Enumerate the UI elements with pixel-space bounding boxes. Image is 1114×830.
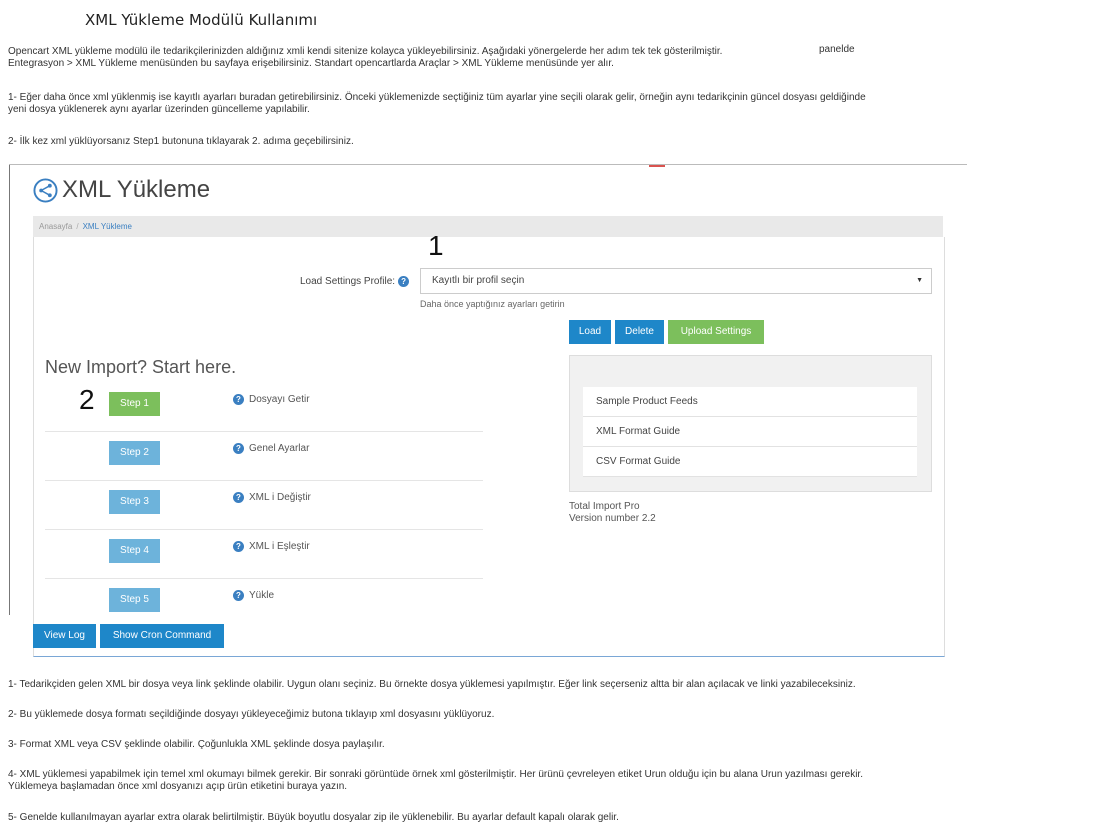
link-csv-format-guide[interactable]: CSV Format Guide xyxy=(583,447,917,477)
help-icon[interactable]: ? xyxy=(398,276,409,287)
delete-button[interactable]: Delete xyxy=(615,320,664,344)
intro-panelde: panelde xyxy=(819,44,855,55)
step-5-label-text: Yükle xyxy=(249,590,275,601)
version-number: Version number 2.2 xyxy=(569,513,656,524)
marker-1: 1 xyxy=(428,230,444,261)
step-5-label xyxy=(233,590,274,601)
red-marker xyxy=(649,165,665,167)
step-1-label-text: Dosyayı Getir xyxy=(249,394,310,405)
load-button[interactable]: Load xyxy=(569,320,611,344)
intro-line-2: Entegrasyon > XML Yükleme menüsünden bu sayfaya erişebilirsiniz. Standart opencartlarda Araçlar > XML Yükleme menüsünde yer alır. xyxy=(8,58,614,69)
link-xml-format-guide[interactable]: XML Format Guide xyxy=(583,417,917,447)
step-2-button[interactable]: Step 2 xyxy=(109,441,160,465)
paragraph-1-line-2: yeni dosya yüklenerek aynı ayarlar üzerinden güncelleme yapılabilir. xyxy=(8,104,310,115)
paragraph-2: 2- İlk kez xml yüklüyorsanız Step1 butonuna tıklayarak 2. adıma geçebilirsiniz. xyxy=(8,136,354,147)
step-row xyxy=(45,579,483,628)
show-cron-command-button[interactable]: Show Cron Command xyxy=(100,624,224,648)
step-3-button[interactable]: Step 3 xyxy=(109,490,160,514)
view-log-button[interactable]: View Log xyxy=(33,624,96,648)
breadcrumb-current[interactable]: XML Yükleme xyxy=(82,222,132,231)
intro-line-1: Opencart XML yükleme modülü ile tedarikçilerinizden aldığınız xmli kendi sitenize kolayca yükleyebilirsiniz. Aşağıdaki yönergelerde her adım tek tek gösterilmiştir. xyxy=(8,46,723,57)
version-info xyxy=(569,501,656,525)
load-settings-label-text: Load Settings Profile: xyxy=(300,276,396,287)
help-icon[interactable]: ? xyxy=(233,541,244,552)
help-icon[interactable]: ? xyxy=(233,492,244,503)
product-name: Total Import Pro xyxy=(569,501,640,512)
step-2-label-text: Genel Ayarlar xyxy=(249,443,310,454)
profile-select-value: Kayıtlı bir profil seçin xyxy=(432,275,525,286)
share-icon xyxy=(33,178,58,203)
step-row xyxy=(45,481,483,530)
step-3-label xyxy=(233,492,311,503)
step-row xyxy=(45,432,483,481)
step-4-label-text: XML i Eşleştir xyxy=(249,541,310,552)
upload-settings-button[interactable]: Upload Settings xyxy=(668,320,764,344)
load-settings-label xyxy=(300,276,409,287)
module-screenshot xyxy=(9,164,967,657)
note-1: 1- Tedarikçiden gelen XML bir dosya veya link şeklinde olabilir. Uygun olanı seçiniz. Bu örnekte dosya yüklemesi yapılmıştır. Eğer link seçerseniz altta bir alan açılacak ve linki yazabileceksiniz. xyxy=(8,679,856,690)
resources-box xyxy=(569,355,932,492)
paragraph-1-line-1: 1- Eğer daha önce xml yüklenmiş ise kayıtlı ayarları buradan getirebilirsiniz. Önceki yüklemenizde seçtiğiniz tüm ayarlar yine seçili olarak gelir, örneğin aynı tedarikçinin güncel dosyası geldiğinde xyxy=(8,92,866,103)
frame-left-border xyxy=(9,165,10,615)
step-1-button[interactable]: Step 1 xyxy=(109,392,160,416)
note-4-line-2: Yüklemeya başlamadan önce xml dosyanızı açıp ürün etiketini buraya yazın. xyxy=(8,781,348,792)
note-4-line-1: 4- XML yüklemesi yapabilmek için temel xml okumayı bilmek gerekir. Bir sonraki görüntüde örnek xml gösterilmiştir. Her ürünü çevreleyen etiket Urun olduğu için bu alana Urun yazılması gerekir. xyxy=(8,769,863,780)
step-2-label xyxy=(233,443,309,454)
breadcrumb-separator: / xyxy=(76,222,79,231)
doc-title: XML Yükleme Modülü Kullanımı xyxy=(85,11,318,29)
note-2: 2- Bu yüklemede dosya formatı seçildiğinde dosyayı yükleyeceğimiz butona tıklayıp xml dosyasını yüklüyoruz. xyxy=(8,709,495,720)
step-1-label xyxy=(233,394,310,405)
breadcrumb-home[interactable]: Anasayfa xyxy=(39,222,73,231)
import-panel xyxy=(33,230,945,657)
step-row xyxy=(45,530,483,579)
help-icon[interactable]: ? xyxy=(233,394,244,405)
step-4-button[interactable]: Step 4 xyxy=(109,539,160,563)
profile-help-text: Daha önce yaptığınız ayarları getirin xyxy=(420,299,565,309)
app-header xyxy=(33,176,210,204)
app-title: XML Yükleme xyxy=(62,176,211,203)
breadcrumb xyxy=(33,216,943,237)
help-icon[interactable]: ? xyxy=(233,443,244,454)
new-import-heading: New Import? Start here. xyxy=(45,357,237,377)
chevron-down-icon: ▼ xyxy=(916,277,923,284)
marker-2: 2 xyxy=(79,384,95,415)
link-sample-product-feeds[interactable]: Sample Product Feeds xyxy=(583,387,917,417)
note-5: 5- Genelde kullanılmayan ayarlar extra olarak belirtilmiştir. Büyük boyutlu dosyalar zip ile yüklenebilir. Bu ayarlar default kapalı olarak gelir. xyxy=(8,812,619,823)
step-5-button[interactable]: Step 5 xyxy=(109,588,160,612)
help-icon[interactable]: ? xyxy=(233,590,244,601)
note-3: 3- Format XML veya CSV şeklinde olabilir. Çoğunlukla XML şeklinde dosya paylaşılır. xyxy=(8,739,385,750)
profile-select[interactable] xyxy=(420,268,932,294)
step-row xyxy=(45,383,483,432)
step-3-label-text: XML i Değiştir xyxy=(249,492,311,503)
step-4-label xyxy=(233,541,310,552)
